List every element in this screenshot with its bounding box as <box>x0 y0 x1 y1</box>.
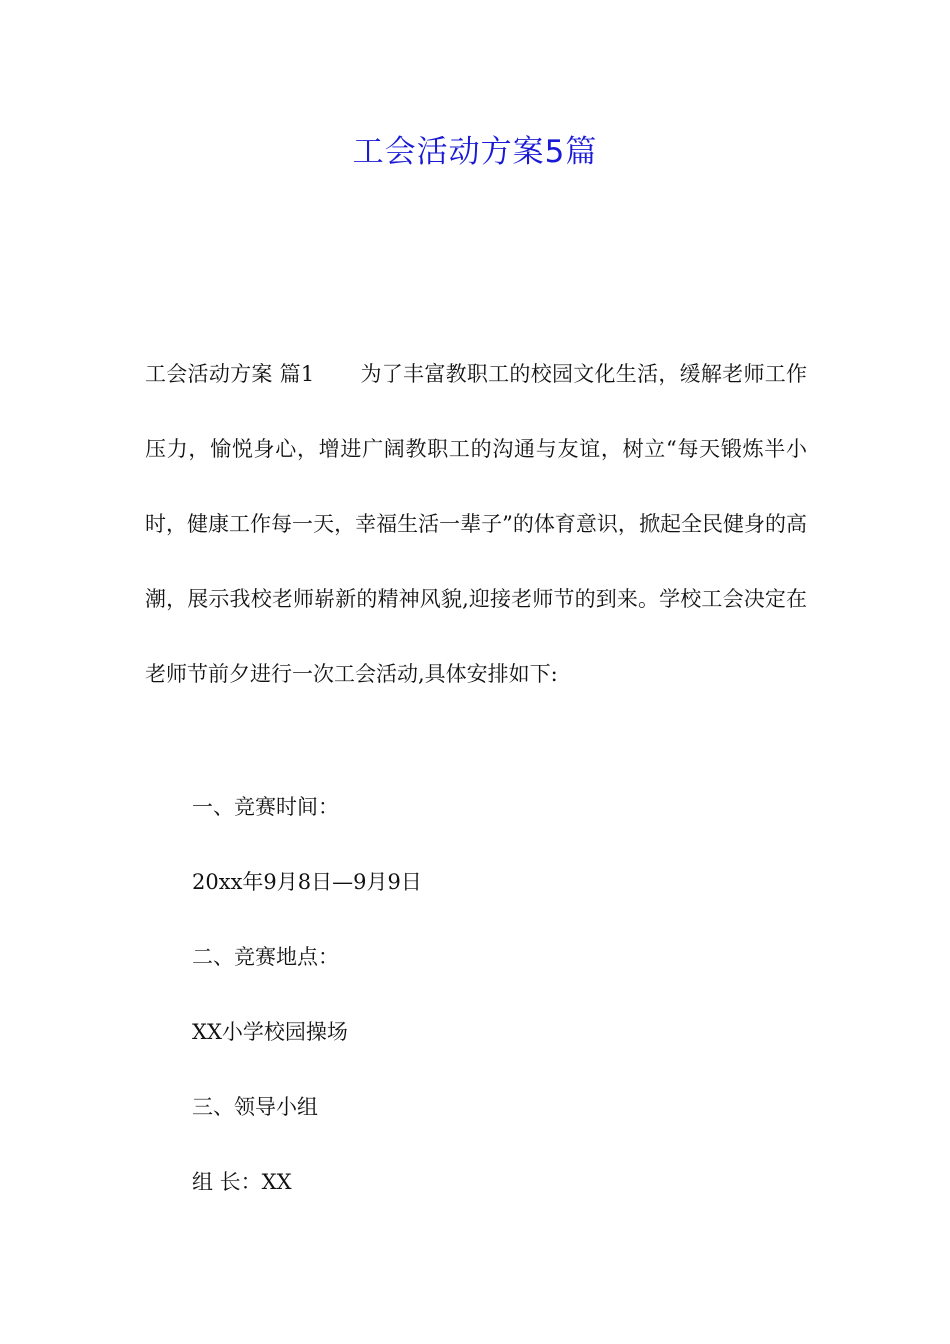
section-heading-leadership: 三、领导小组 <box>192 1095 318 1119</box>
section-heading: 工会活动方案 篇1 <box>145 362 315 386</box>
group-leader: 组 长：XX <box>192 1170 292 1194</box>
competition-date: 20xx年9月8日—9月9日 <box>192 870 422 894</box>
document-title: 工会活动方案5篇 <box>352 134 598 170</box>
section-heading-time: 一、竞赛时间： <box>192 795 339 819</box>
section-heading-location: 二、竞赛地点： <box>192 945 339 969</box>
intro-text: 为了丰富教职工的校园文化生活，缓解老师工作压力，愉悦身心，增进广阔教职工的沟通与友谊，树立“每天锻炼半小时，健康工作每一天，幸福生活一辈子”的体育意识，掀起全民健身的高潮，展示我校老师崭新的精神风貌,迎接老师节的到来。学校工会决定在老师节前夕进行一次工会活动,具体安排如下: <box>145 362 807 686</box>
intro-paragraph <box>145 337 807 712</box>
competition-location: XX小学校园操场 <box>192 1020 348 1044</box>
